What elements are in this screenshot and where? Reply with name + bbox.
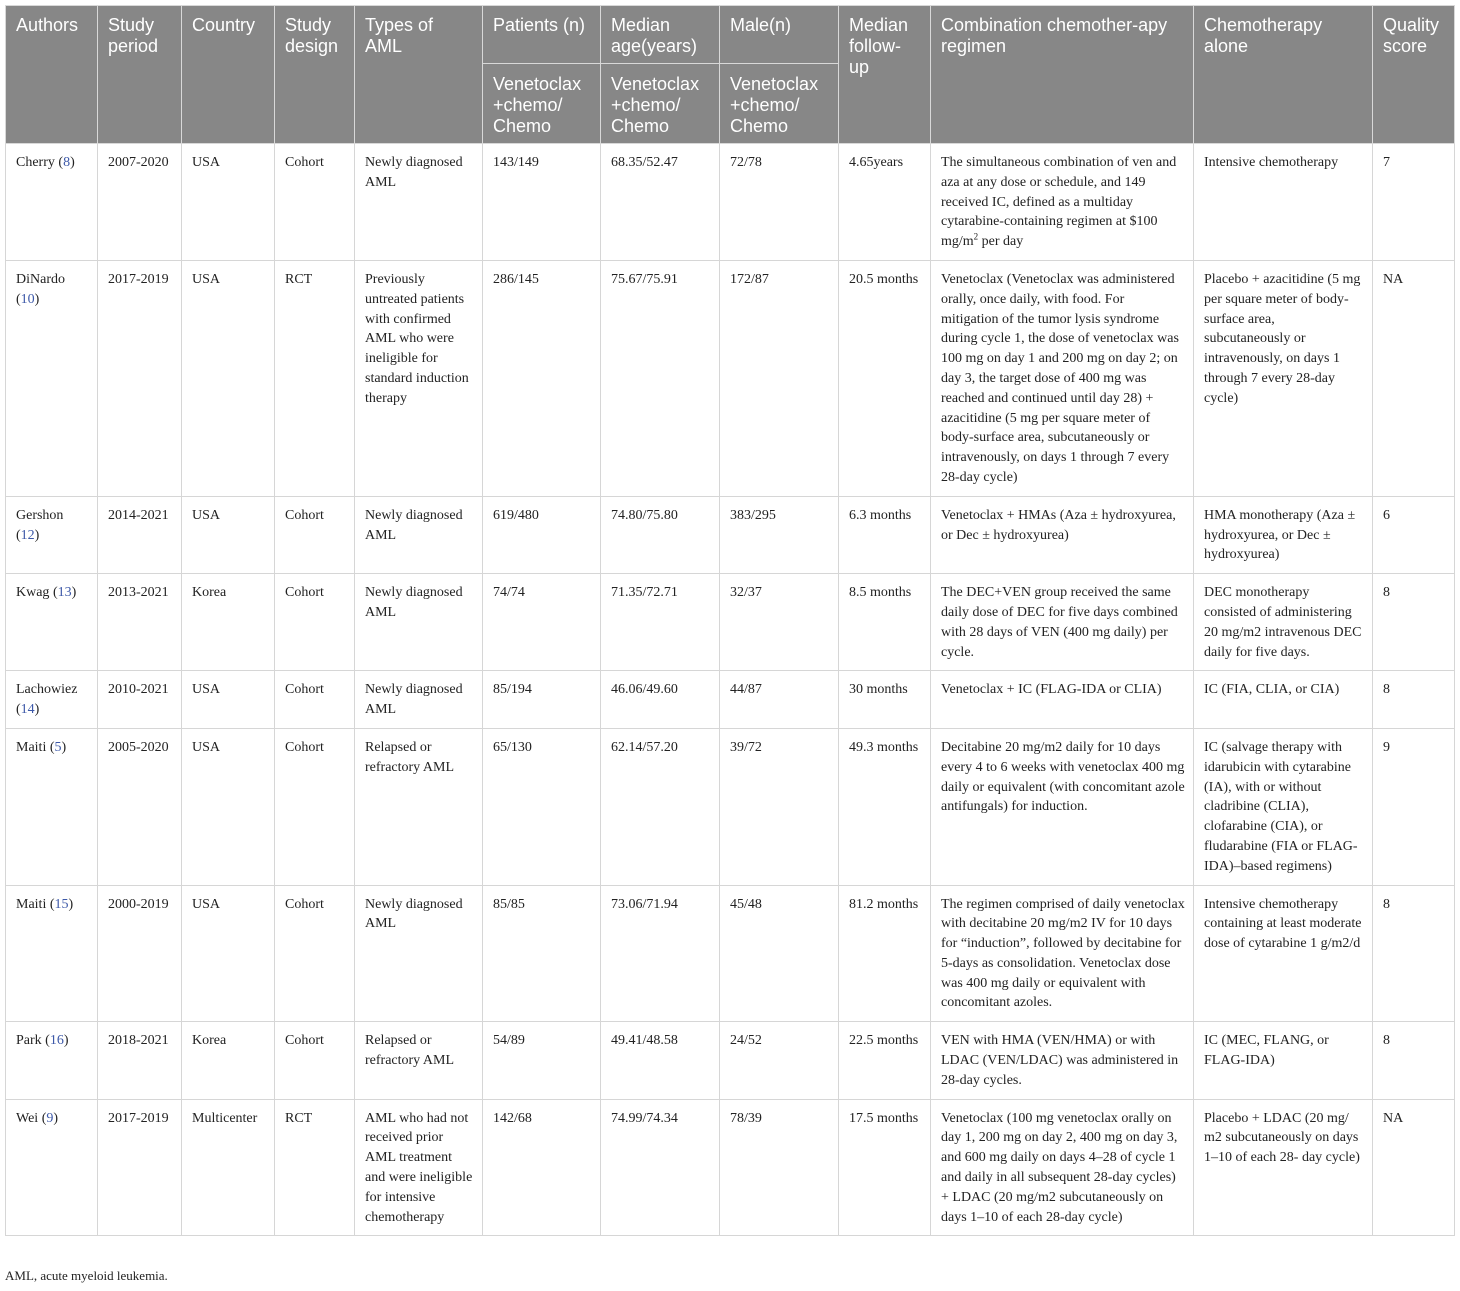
cell-aml-type: AML who had not received prior AML treatment and were ineligible for intensive chemotherapy: [355, 1099, 483, 1236]
table-row: [6, 496, 1455, 573]
table-row: [6, 1022, 1455, 1099]
cell-patients: 65/130: [483, 728, 601, 885]
header-study-period: Study period: [98, 6, 182, 144]
cell-median-followup: 22.5 months: [839, 1022, 931, 1099]
cell-chemotherapy-alone: HMA monotherapy (Aza ± hydroxyurea, or Dec ± hydroxyurea): [1194, 496, 1373, 573]
reference-link[interactable]: 12: [20, 527, 35, 543]
cell-median-age: 74.80/75.80: [601, 496, 720, 573]
cell-median-followup: 17.5 months: [839, 1099, 931, 1236]
cell-study-period: 2000-2019: [98, 885, 182, 1022]
cell-country: USA: [182, 260, 275, 496]
cell-male: 72/78: [720, 144, 839, 261]
cell-median-age: 75.67/75.91: [601, 260, 720, 496]
cell-combination-regimen: [931, 496, 1194, 573]
cell-author: Cherry (8): [6, 144, 98, 261]
cell-aml-type: Relapsed or refractory AML: [355, 1022, 483, 1099]
cell-quality-score: 8: [1373, 574, 1455, 671]
cell-author: Maiti (15): [6, 885, 98, 1022]
cell-quality-score: 8: [1373, 671, 1455, 729]
cell-country: USA: [182, 885, 275, 1022]
cell-study-design: Cohort: [275, 574, 355, 671]
cell-median-age: 74.99/74.34: [601, 1099, 720, 1236]
cell-author: Park (16): [6, 1022, 98, 1099]
cell-combination-regimen: [931, 144, 1194, 261]
cell-median-followup: 81.2 months: [839, 885, 931, 1022]
studies-table: [5, 5, 1455, 1236]
cell-country: Korea: [182, 1022, 275, 1099]
subheader-male: Venetoclax +chemo/ Chemo: [720, 64, 839, 144]
cell-study-design: Cohort: [275, 144, 355, 261]
author-name: Maiti: [16, 896, 47, 912]
reference-link[interactable]: 8: [63, 155, 71, 170]
cell-study-design: RCT: [275, 1099, 355, 1236]
cell-quality-score: 9: [1373, 728, 1455, 885]
cell-combination-regimen: [931, 671, 1194, 729]
author-name: DiNardo: [16, 271, 65, 287]
reference-link[interactable]: 15: [54, 896, 69, 912]
table-row: [6, 1099, 1455, 1236]
cell-author: Kwag (13): [6, 574, 98, 671]
combination-text: Venetoclax + IC (FLAG-IDA or CLIA): [941, 682, 1162, 698]
cell-combination-regimen: [931, 1022, 1194, 1099]
cell-quality-score: 8: [1373, 885, 1455, 1022]
reference-link[interactable]: 9: [46, 1110, 54, 1126]
table-footnote: AML, acute myeloid leukemia.: [5, 1268, 168, 1283]
cell-study-design: RCT: [275, 260, 355, 496]
header-male: Male(n): [720, 6, 839, 64]
cell-study-period: 2018-2021: [98, 1022, 182, 1099]
cell-chemotherapy-alone: Intensive chemotherapy: [1194, 144, 1373, 261]
cell-study-period: 2017-2019: [98, 1099, 182, 1236]
cell-study-design: Cohort: [275, 496, 355, 573]
cell-study-period: 2017-2019: [98, 260, 182, 496]
cell-aml-type: Newly diagnosed AML: [355, 144, 483, 261]
cell-quality-score: NA: [1373, 260, 1455, 496]
cell-combination-regimen: [931, 728, 1194, 885]
superscript: 2: [973, 231, 979, 242]
cell-quality-score: 7: [1373, 144, 1455, 261]
reference-link[interactable]: 5: [54, 739, 62, 755]
author-name: Maiti: [16, 739, 47, 755]
header-median-age: Median age(years): [601, 6, 720, 64]
header-median-followup: Median follow-up: [839, 6, 931, 144]
cell-author: Maiti (5): [6, 728, 98, 885]
cell-quality-score: 6: [1373, 496, 1455, 573]
cell-study-period: 2005-2020: [98, 728, 182, 885]
cell-patients: 74/74: [483, 574, 601, 671]
cell-median-followup: 30 months: [839, 671, 931, 729]
subheader-age: Venetoclax +chemo/ Chemo: [601, 64, 720, 144]
author-name: Kwag: [16, 585, 50, 601]
cell-male: 32/37: [720, 574, 839, 671]
cell-country: Korea: [182, 574, 275, 671]
author-name: Gershon: [16, 507, 64, 523]
cell-median-followup: 6.3 months: [839, 496, 931, 573]
cell-country: USA: [182, 144, 275, 261]
cell-country: USA: [182, 671, 275, 729]
cell-chemotherapy-alone: Placebo + azacitidine (5 mg per square meter of body-surface area, subcutaneously or intravenously, on days 1 through 7 every 28-day cycle): [1194, 260, 1373, 496]
table-body: [6, 144, 1455, 1236]
cell-author: DiNardo (10): [6, 260, 98, 496]
cell-median-age: 49.41/48.58: [601, 1022, 720, 1099]
reference-link[interactable]: 10: [20, 291, 35, 307]
header-row: [6, 6, 1455, 64]
cell-chemotherapy-alone: IC (FIA, CLIA, or CIA): [1194, 671, 1373, 729]
cell-male: 172/87: [720, 260, 839, 496]
header-country: Country: [182, 6, 275, 144]
combination-text: Venetoclax + HMAs (Aza ± hydroxyurea, or Dec ± hydroxyurea): [941, 507, 1176, 543]
table-row: [6, 144, 1455, 261]
combination-text: Venetoclax (100 mg venetoclax orally on day 1, 200 mg on day 2, 400 mg on day 3, and 600 mg daily on days 4–28 of cycle 1 and daily in all subsequent 28-day cycles) + LDAC (20 mg/m2 subcutaneously on days 1–10 of each 28-day cycle): [941, 1110, 1178, 1225]
cell-author: Wei (9): [6, 1099, 98, 1236]
cell-author: Gershon (12): [6, 496, 98, 573]
combination-text: The simultaneous combination of ven and aza at any dose or schedule, and 149 received IC, defined as a multiday cytarabine-containing regimen at $100 mg/m: [941, 155, 1177, 250]
cell-study-period: 2013-2021: [98, 574, 182, 671]
cell-chemotherapy-alone: IC (MEC, FLANG, or FLAG-IDA): [1194, 1022, 1373, 1099]
table-row: [6, 574, 1455, 671]
cell-quality-score: 8: [1373, 1022, 1455, 1099]
combination-text: The regimen comprised of daily venetoclax with decitabine 20 mg/m2 IV for 10 days for “induction”, followed by decitabine for 5-days as consolidation. Venetoclax dose was 400 mg daily or equivalent with concomitant azoles.: [941, 896, 1185, 1011]
cell-chemotherapy-alone: IC (salvage therapy with idarubicin with cytarabine (IA), with or without cladribine (CLIA), clofarabine (CIA), or fludarabine (FIA or FLAG- IDA)–based regimens): [1194, 728, 1373, 885]
cell-aml-type: Relapsed or refractory AML: [355, 728, 483, 885]
cell-median-followup: 49.3 months: [839, 728, 931, 885]
cell-median-age: 71.35/72.71: [601, 574, 720, 671]
cell-aml-type: Newly diagnosed AML: [355, 574, 483, 671]
author-name: Cherry: [16, 155, 55, 170]
cell-patients: 143/149: [483, 144, 601, 261]
cell-study-design: Cohort: [275, 885, 355, 1022]
header-quality-score: Quality score: [1373, 6, 1455, 144]
cell-study-design: Cohort: [275, 1022, 355, 1099]
cell-male: 383/295: [720, 496, 839, 573]
cell-median-age: 73.06/71.94: [601, 885, 720, 1022]
header-chemo-alone: Chemotherapy alone: [1194, 6, 1373, 144]
combination-text-tail: per day: [978, 234, 1024, 250]
table-row: [6, 260, 1455, 496]
header-patients: Patients (n): [483, 6, 601, 64]
cell-combination-regimen: [931, 574, 1194, 671]
cell-patients: 54/89: [483, 1022, 601, 1099]
combination-text: Venetoclax (Venetoclax was administered orally, once daily, with food. For mitigation of the tumor lysis syndrome during cycle 1, the dose of venetoclax was 100 mg on day 1 and 200 mg on day 2; on day 3, the target dose of 400 mg was reached and continued until day 28) + azacitidine (5 mg per square meter of body-surface area, subcutaneously or intravenously, on days 1 through 7 every 28-day cycle): [941, 271, 1179, 485]
cell-country: USA: [182, 728, 275, 885]
cell-study-period: 2010-2021: [98, 671, 182, 729]
cell-aml-type: Newly diagnosed AML: [355, 885, 483, 1022]
combination-text: VEN with HMA (VEN/HMA) or with LDAC (VEN/LDAC) was administered in 28-day cycles.: [941, 1033, 1179, 1088]
cell-male: 78/39: [720, 1099, 839, 1236]
cell-chemotherapy-alone: DEC monotherapy consisted of administering 20 mg/m2 intravenous DEC daily for five days.: [1194, 574, 1373, 671]
cell-patients: 85/194: [483, 671, 601, 729]
cell-author: Lachowiez (14): [6, 671, 98, 729]
reference-link[interactable]: 14: [20, 702, 35, 718]
table-container: [5, 5, 1454, 1236]
table-row: [6, 671, 1455, 729]
cell-study-design: Cohort: [275, 728, 355, 885]
header-study-design: Study design: [275, 6, 355, 144]
cell-study-period: 2007-2020: [98, 144, 182, 261]
cell-chemotherapy-alone: Intensive chemotherapy containing at least moderate dose of cytarabine 1 g/m2/d: [1194, 885, 1373, 1022]
cell-median-age: 68.35/52.47: [601, 144, 720, 261]
cell-quality-score: NA: [1373, 1099, 1455, 1236]
cell-patients: 286/145: [483, 260, 601, 496]
cell-median-age: 62.14/57.20: [601, 728, 720, 885]
cell-male: 39/72: [720, 728, 839, 885]
cell-combination-regimen: [931, 885, 1194, 1022]
cell-country: Multicenter: [182, 1099, 275, 1236]
author-name: Wei: [16, 1110, 39, 1126]
cell-patients: 85/85: [483, 885, 601, 1022]
cell-median-followup: 4.65years: [839, 144, 931, 261]
cell-male: 45/48: [720, 885, 839, 1022]
table-row: [6, 728, 1455, 885]
combination-text: The DEC+VEN group received the same daily dose of DEC for five days combined with 28 days of VEN (400 mg daily) per cycle.: [941, 585, 1178, 660]
header-types-of-aml: Types of AML: [355, 6, 483, 144]
reference-link[interactable]: 16: [49, 1033, 64, 1049]
cell-aml-type: Previously untreated patients with confirmed AML who were ineligible for standard induction therapy: [355, 260, 483, 496]
cell-male: 24/52: [720, 1022, 839, 1099]
cell-combination-regimen: [931, 1099, 1194, 1236]
author-name: Lachowiez: [16, 682, 78, 698]
cell-study-design: Cohort: [275, 671, 355, 729]
cell-country: USA: [182, 496, 275, 573]
reference-link[interactable]: 13: [57, 585, 72, 601]
header-combination: Combination chemother-apy regimen: [931, 6, 1194, 144]
subheader-patients: Venetoclax +chemo/ Chemo: [483, 64, 601, 144]
cell-study-period: 2014-2021: [98, 496, 182, 573]
cell-chemotherapy-alone: Placebo + LDAC (20 mg/ m2 subcutaneously on days 1–10 of each 28- day cycle): [1194, 1099, 1373, 1236]
cell-median-followup: 20.5 months: [839, 260, 931, 496]
cell-combination-regimen: [931, 260, 1194, 496]
table-row: [6, 885, 1455, 1022]
cell-median-followup: 8.5 months: [839, 574, 931, 671]
cell-patients: 142/68: [483, 1099, 601, 1236]
combination-text: Decitabine 20 mg/m2 daily for 10 days every 4 to 6 weeks with venetoclax 400 mg daily or equivalent (with concomitant azole antifungals) for induction.: [941, 739, 1185, 815]
header-authors: Authors: [6, 6, 98, 144]
cell-aml-type: Newly diagnosed AML: [355, 496, 483, 573]
cell-median-age: 46.06/49.60: [601, 671, 720, 729]
author-name: Park: [16, 1033, 42, 1049]
cell-male: 44/87: [720, 671, 839, 729]
cell-aml-type: Newly diagnosed AML: [355, 671, 483, 729]
cell-patients: 619/480: [483, 496, 601, 573]
